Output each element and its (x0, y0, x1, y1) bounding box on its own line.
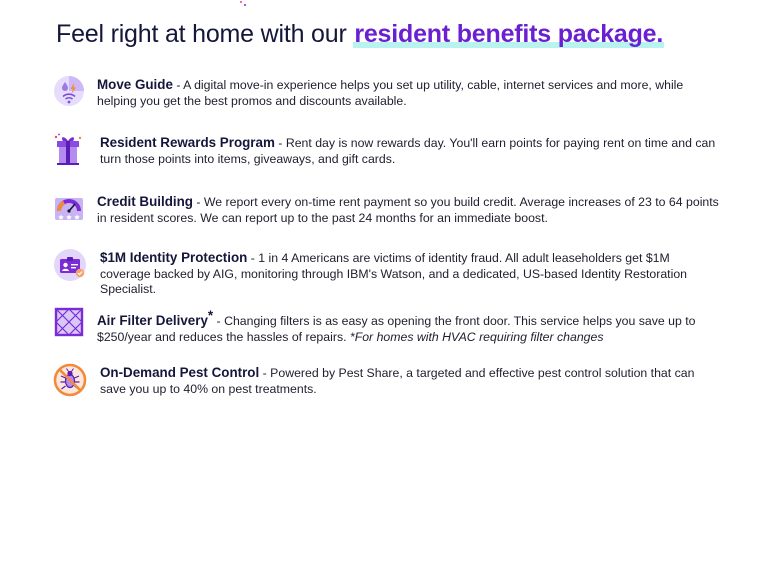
benefit-pest-control (53, 365, 723, 399)
confetti-decoration (238, 0, 248, 8)
benefit-separator: - (247, 251, 259, 265)
benefit-body: A digital move-in experience helps you set up utility, cable, internet services and more, while helping you get the best promos and discounts available. (97, 78, 684, 108)
benefit-title: Air Filter Delivery (97, 313, 208, 329)
benefit-footnote: *For homes with HVAC requiring filter changes (349, 329, 604, 344)
benefit-description (97, 77, 723, 109)
benefit-body: Rent day is now rewards day. You'll earn points for paying rent on time and can turn those points into items, giveaways, and gift cards. (100, 136, 716, 166)
benefit-resident-rewards (53, 135, 723, 169)
benefit-description (100, 365, 723, 397)
move-guide-icon (53, 75, 89, 111)
no-bugs-icon (53, 363, 89, 399)
benefit-body: Changing filters is as easy as opening the front door. This service helps you save up to $250/year and reduces the hassles of repairs. (97, 314, 696, 344)
benefit-air-filter-delivery (53, 308, 723, 345)
benefit-description (100, 250, 723, 298)
benefit-separator: - (192, 195, 204, 209)
benefit-separator: - (274, 136, 286, 150)
benefit-title: $1M Identity Protection (100, 250, 248, 265)
benefit-description (97, 194, 723, 226)
benefit-separator: - (213, 314, 225, 329)
benefit-title: Resident Rewards Program (100, 135, 275, 150)
benefit-body: We report every on-time rent payment so you build credit. Average increases of 23 to 64 points in resident scores. We can report up to the past 24 months for an immediate boost. (97, 195, 719, 225)
benefit-body: 1 in 4 Americans are victims of identity fraud. All adult leaseholders get $1M coverage backed by AIG, monitoring through IBM's Watson, and a dedicated, US-based Identity Restoration Specialist. (100, 251, 688, 296)
page-headline (56, 20, 756, 49)
air-filter-icon (53, 306, 89, 342)
benefit-description (100, 135, 723, 167)
benefit-title: Move Guide (97, 77, 173, 92)
benefit-title: Credit Building (97, 194, 193, 209)
benefit-separator: - (172, 78, 184, 92)
benefit-identity-protection (53, 250, 723, 298)
benefit-title-mark: * (207, 308, 214, 323)
gift-icon (53, 133, 89, 169)
benefit-description (97, 308, 723, 345)
identity-card-icon (53, 248, 89, 284)
benefit-body: Powered by Pest Share, a targeted and effective pest control solution that can save you up to 40% on pest treatments. (100, 366, 695, 396)
benefit-title: On-Demand Pest Control (100, 365, 260, 380)
headline-text: Feel right at home with our (56, 20, 354, 48)
credit-gauge-icon (53, 192, 89, 228)
benefit-move-guide (53, 77, 723, 111)
headline-accent: resident benefits package. (354, 20, 664, 48)
benefit-separator: - (259, 366, 271, 380)
benefit-credit-building (53, 194, 723, 228)
